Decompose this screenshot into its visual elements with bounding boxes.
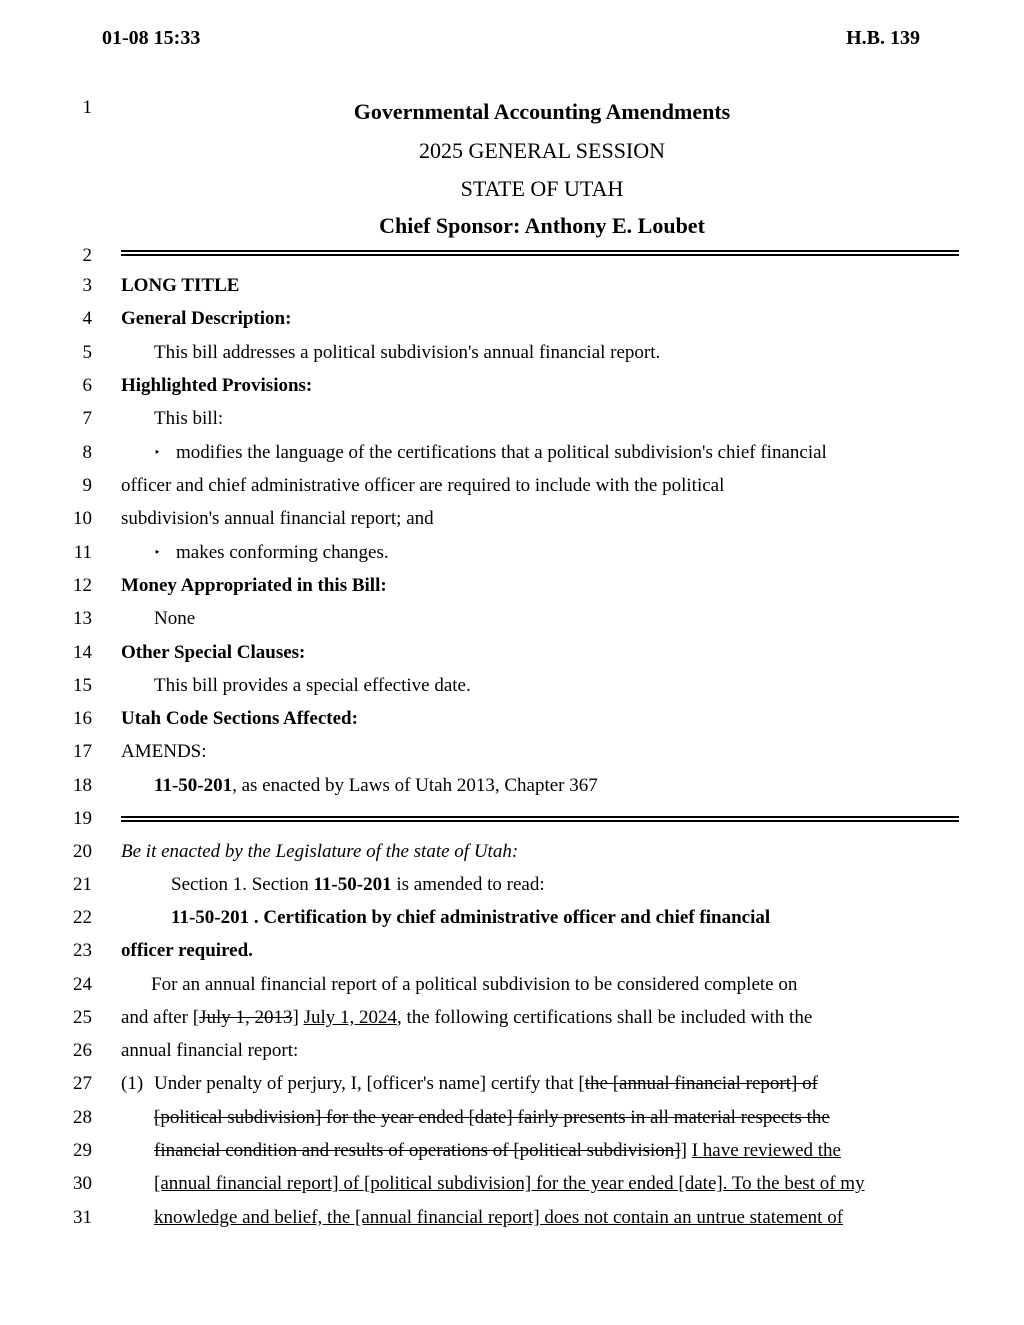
line-number: 16 <box>73 708 92 729</box>
line-number: 25 <box>73 1007 92 1028</box>
long-title-divider <box>121 816 959 822</box>
money-appropriated: None <box>154 608 196 629</box>
section-title-continuation: officer required. <box>121 940 253 961</box>
line-number: 20 <box>73 841 92 862</box>
line-number: 14 <box>73 642 92 663</box>
general-description-heading: General Description: <box>121 308 292 329</box>
special-clauses-heading: Other Special Clauses: <box>121 642 306 663</box>
title-divider <box>121 250 959 256</box>
affected-section: 11-50-201, as enacted by Laws of Utah 2013, Chapter 367 <box>154 775 598 796</box>
section-title: 11-50-201 . Certification by chief administrative officer and chief financial <box>171 907 771 928</box>
struck-text: the [annual financial report] of <box>584 1073 818 1094</box>
inserted-text: July 1, 2024 <box>303 1007 398 1028</box>
line-number: 21 <box>73 874 92 895</box>
item-line: Under penalty of perjury, I, [officer's name] certify that [the [annual financial report] of <box>154 1073 818 1094</box>
item-line <box>154 1107 830 1129</box>
paragraph-line: For an annual financial report of a political subdivision to be considered complete on <box>151 974 798 995</box>
line-number: 6 <box>82 375 92 396</box>
enacting-clause: Be it enacted by the Legislature of the state of Utah: <box>121 841 519 862</box>
line-number: 22 <box>73 907 92 928</box>
line-number: 7 <box>82 408 92 429</box>
bullet-icon: ‣ <box>154 547 161 559</box>
line-number: 2 <box>82 245 92 266</box>
amends-label: AMENDS: <box>121 741 207 762</box>
line-number: 13 <box>73 608 92 629</box>
line-number: 5 <box>82 342 92 363</box>
struck-text: [political subdivision] for the year ended [date] fairly presents in all material respects the <box>154 1107 830 1128</box>
provision-continuation: officer and chief administrative officer are required to include with the political <box>121 475 725 496</box>
line-number: 23 <box>73 940 92 961</box>
inserted-text: [annual financial report] of [political subdivision] for the year ended [date]. To the best of my <box>154 1173 865 1194</box>
struck-text: financial condition and results of operations of [political subdivision] <box>154 1140 681 1161</box>
section-intro: Section 1. Section 11-50-201 is amended to read: <box>171 874 545 895</box>
state: STATE OF UTAH <box>460 176 624 201</box>
line-number: 1 <box>82 97 92 118</box>
provision-item: ‣ makes conforming changes. <box>154 542 389 563</box>
line-number: 26 <box>73 1040 92 1061</box>
inserted-text: knowledge and belief, the [annual financial report] does not contain an untrue statement of <box>154 1207 844 1228</box>
line-number: 31 <box>73 1207 92 1228</box>
bill-title: Governmental Accounting Amendments <box>353 99 731 124</box>
line-number: 15 <box>73 675 92 696</box>
line-number: 17 <box>73 741 92 762</box>
inserted-text: I have reviewed the <box>691 1140 841 1161</box>
item-label: (1) <box>121 1073 144 1094</box>
line-number: 11 <box>73 542 92 563</box>
chief-sponsor: Chief Sponsor: Anthony E. Loubet <box>379 213 705 238</box>
paragraph-line: and after [July 1, 2013] July 1, 2024, the following certifications shall be included with the <box>121 1007 813 1028</box>
line-number: 10 <box>73 508 92 529</box>
bullet-icon: ‣ <box>154 447 161 459</box>
bill-number: H.B. 139 <box>846 27 920 49</box>
paragraph-line: annual financial report: <box>121 1040 299 1061</box>
struck-text: July 1, 2013 <box>199 1007 293 1028</box>
line-number: 27 <box>73 1073 92 1094</box>
line-number: 29 <box>73 1140 92 1161</box>
highlighted-provisions-heading: Highlighted Provisions: <box>121 375 313 396</box>
line-number: 24 <box>73 974 92 995</box>
line-number: 3 <box>82 275 92 296</box>
special-clauses: This bill provides a special effective date. <box>154 675 471 696</box>
line-number: 9 <box>82 475 92 496</box>
item-line <box>154 1173 865 1195</box>
header-datetime: 01-08 15:33 <box>102 27 201 49</box>
session: 2025 GENERAL SESSION <box>418 138 666 163</box>
item-line <box>154 1207 843 1229</box>
provision-item: ‣ modifies the language of the certifications that a political subdivision's chief financial <box>154 442 827 463</box>
money-appropriated-heading: Money Appropriated in this Bill: <box>121 575 387 596</box>
provision-continuation: subdivision's annual financial report; and <box>121 508 434 529</box>
line-number: 28 <box>73 1107 92 1128</box>
item-line: financial condition and results of operations of [political subdivision]] I have reviewed the <box>154 1140 841 1161</box>
line-number: 30 <box>73 1173 92 1194</box>
line-number: 8 <box>82 442 92 463</box>
long-title-heading: LONG TITLE <box>121 275 240 296</box>
general-description: This bill addresses a political subdivision's annual financial report. <box>154 342 661 363</box>
sections-affected-heading: Utah Code Sections Affected: <box>121 708 358 729</box>
line-number: 19 <box>73 808 92 829</box>
this-bill: This bill: <box>154 408 224 429</box>
line-number: 18 <box>73 775 92 796</box>
line-number: 12 <box>73 575 92 596</box>
line-number: 4 <box>82 308 92 329</box>
